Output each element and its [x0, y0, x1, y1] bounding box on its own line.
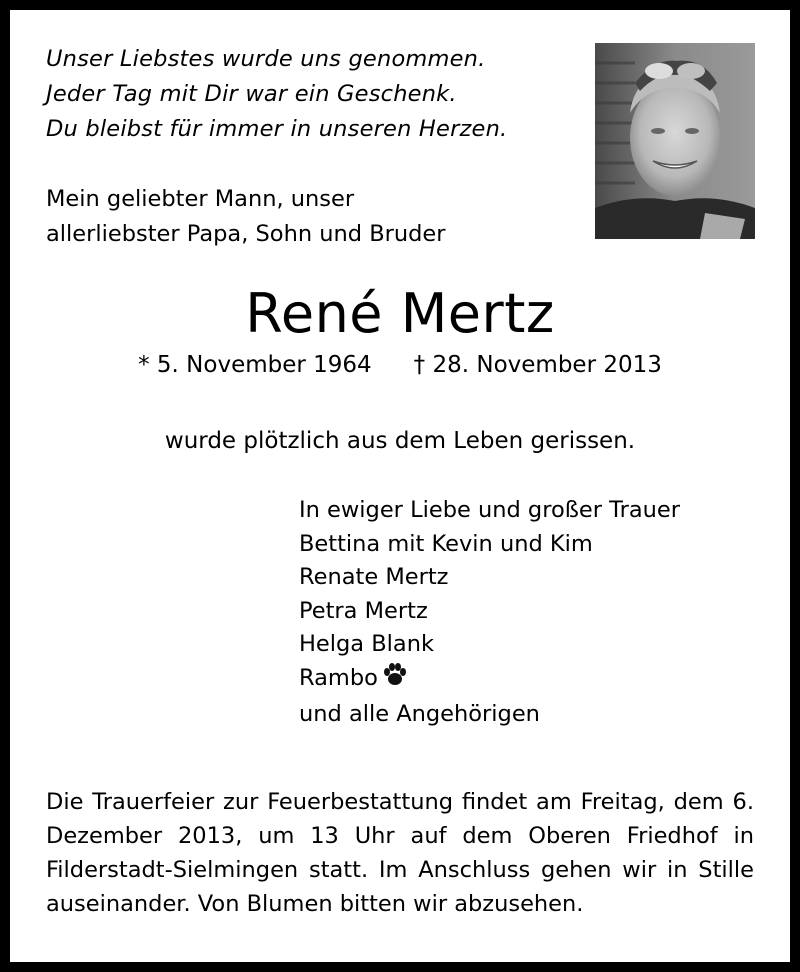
intro-line: Mein geliebter Mann, unser: [46, 186, 355, 212]
intro-line: allerliebster Papa, Sohn und Bruder: [46, 221, 446, 247]
mourner-pet: [299, 662, 680, 699]
portrait-image: [595, 43, 755, 239]
mourner: Petra Mertz: [299, 597, 428, 624]
portrait-photo: [595, 43, 755, 239]
mourner: Helga Blank: [299, 631, 434, 657]
mourners-heading: In ewiger Liebe und großer Trauer: [299, 497, 680, 523]
paw-print-icon: [382, 662, 408, 699]
pet-name: Rambo: [299, 664, 378, 691]
mourners-list: [299, 494, 680, 732]
mourner: Renate Mertz: [299, 564, 449, 590]
memorial-verse: [46, 42, 507, 147]
relationship-intro: [46, 182, 446, 252]
mourner: Bettina mit Kevin und Kim: [299, 530, 593, 557]
verse-line: Jeder Tag mit Dir war ein Geschenk.: [46, 81, 457, 107]
verse-line: Du bleibst für immer in unseren Herzen.: [46, 116, 508, 142]
circumstance-text: wurde plötzlich aus dem Leben gerissen.: [164, 428, 636, 454]
life-dates: [10, 350, 790, 380]
mourner: und alle Angehörigen: [299, 701, 540, 727]
funeral-notice: Die Trauerfeier zur Feuerbestattung findet am Freitag, dem 6. Dezember 2013, um 13 Uhr auf dem Oberen Friedhof in Filderstadt-Sielmingen statt. Im Anschluss gehen wir in Stille auseinander. Von Blumen bitten wir abzusehen.: [46, 789, 754, 917]
verse-line: Unser Liebstes wurde uns genommen.: [46, 46, 486, 72]
death-date: † 28. November 2013: [413, 352, 662, 378]
deceased-name: René Mertz: [245, 282, 555, 345]
birth-date: * 5. November 1964: [138, 352, 372, 378]
